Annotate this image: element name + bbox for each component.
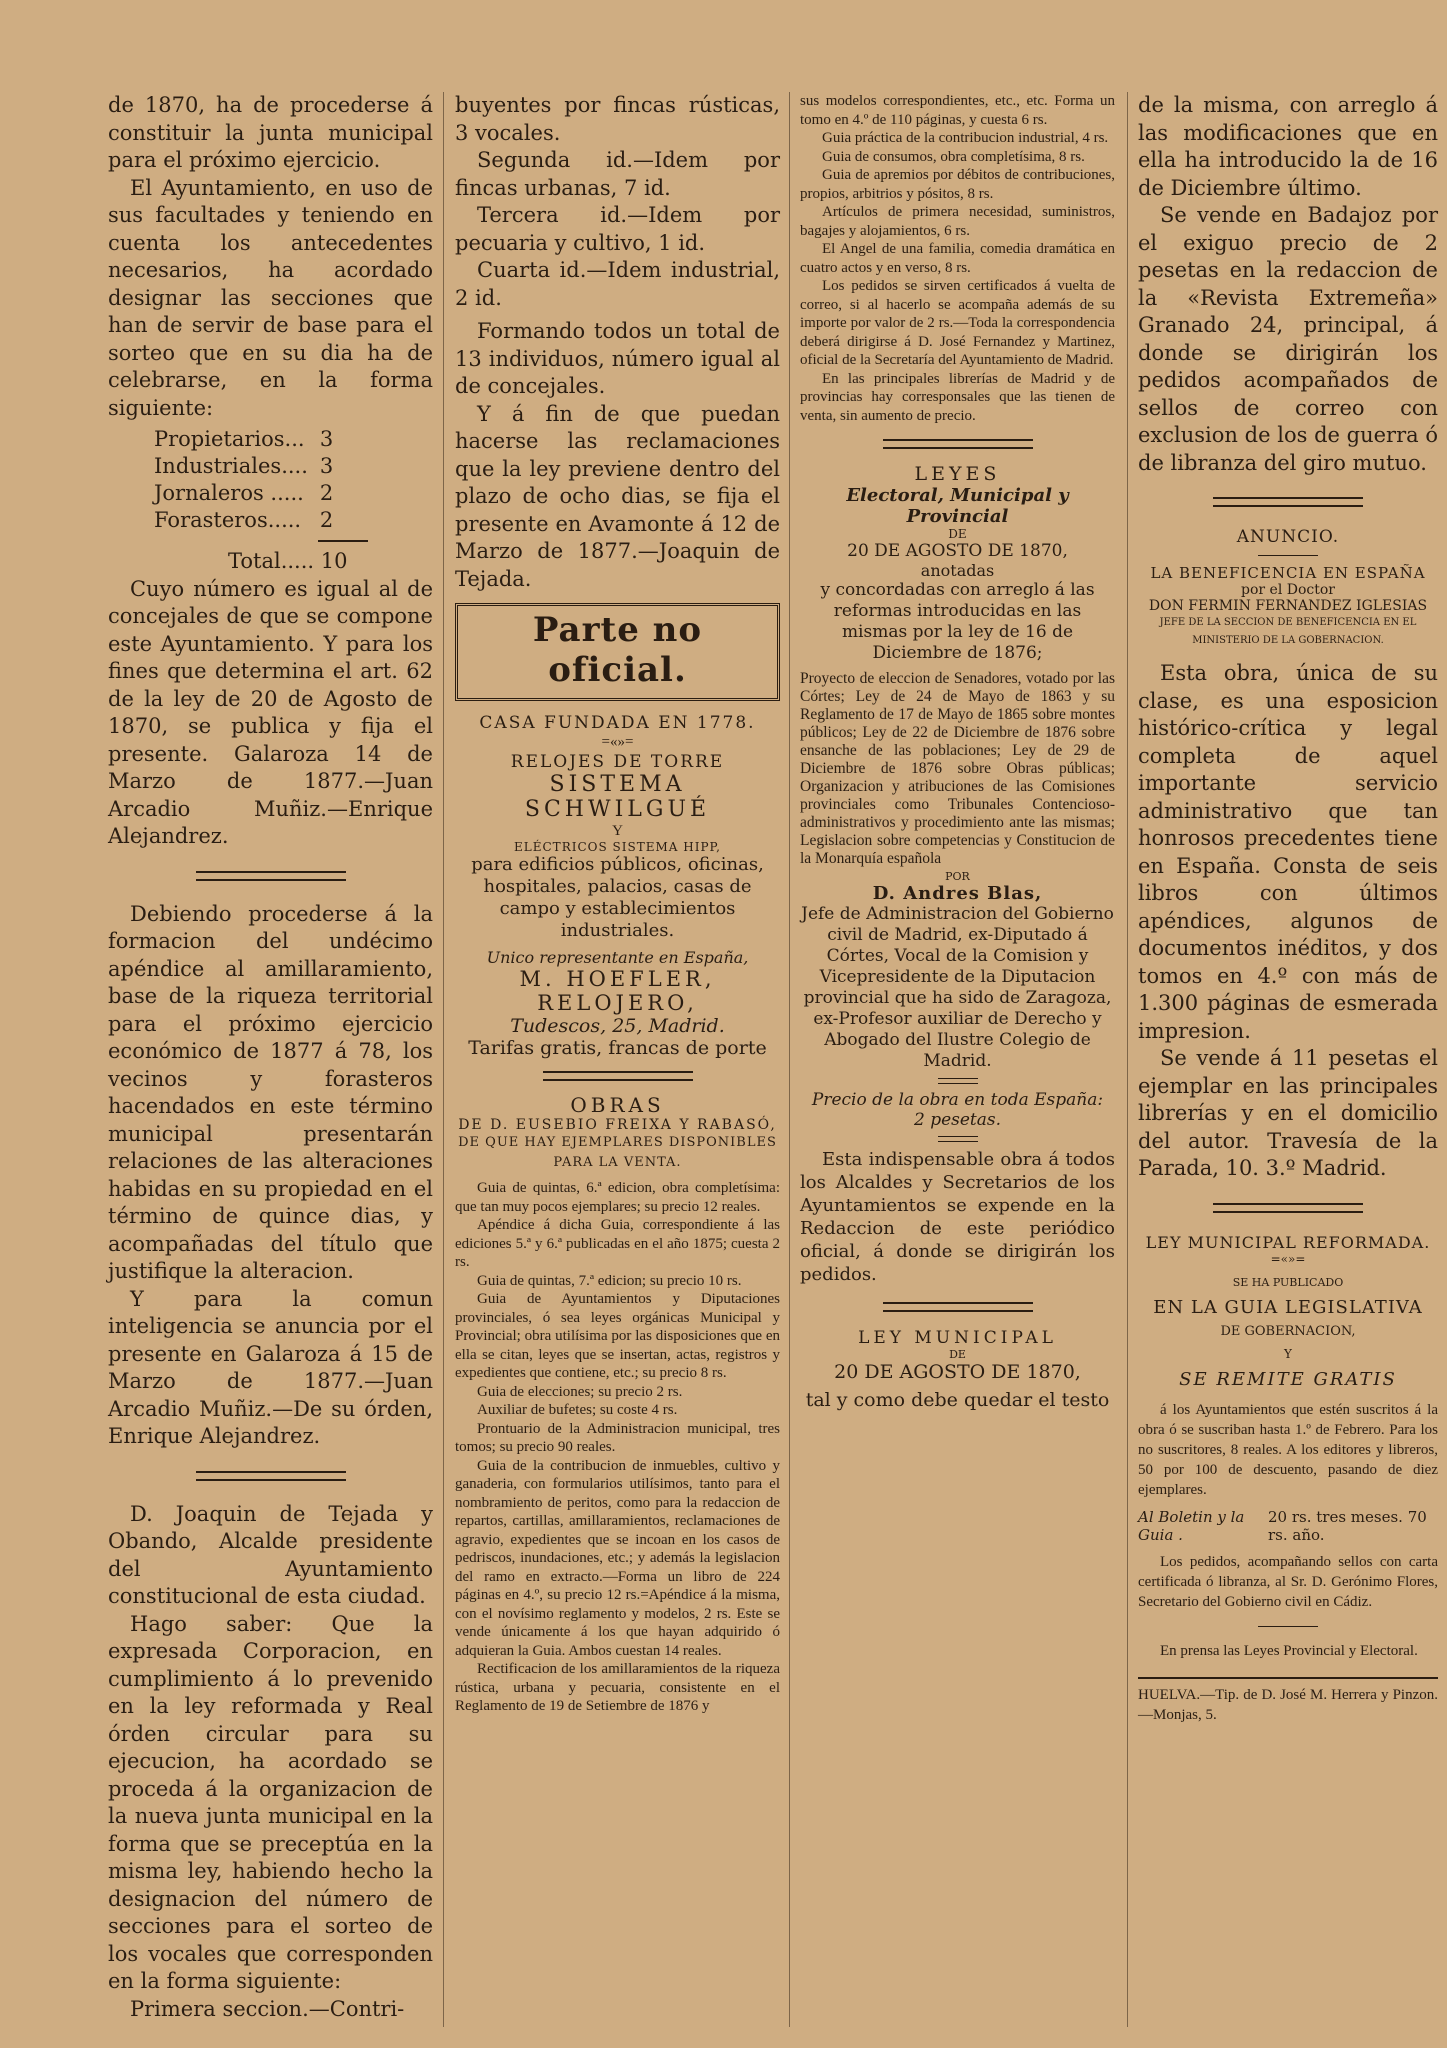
ad-body: para edificios públicos, oficinas, hospitales, palacios, casas de campo y establecimientos industriales.: [471, 854, 764, 941]
list-item: Guia de consumos, obra completísima, 8 rs.: [822, 148, 1085, 165]
subheading: LA BENEFICENCIA EN ESPAÑA: [1150, 564, 1426, 582]
paragraph: Hago saber: Que la expresada Corporacion, en cumplimiento á lo prevenido en la ley reformada y Real órden circular para su ejecucion, ha acordado se proceda á la organizacion de la nueva junta municipal en la forma que se preceptúa en la misma ley, habiendo hecho la designacion del número de secciones para el sorteo de los vocales que corresponden en la forma siguiente:: [108, 1611, 433, 1993]
divider: [196, 1471, 346, 1481]
subheading: DE GOBERNACION,: [1220, 1323, 1356, 1339]
ad-address: Tudescos, 25, Madrid.: [510, 1015, 725, 1037]
subheading: DE QUE HAY EJEMPLARES DISPONIBLES PARA LA VENTA.: [458, 1135, 777, 1170]
section-title: Parte no oficial.: [455, 603, 780, 701]
ornament: =«»=: [1270, 1251, 1306, 1266]
column-rule: [443, 92, 444, 2027]
total-rule: [318, 540, 368, 542]
paragraph: Esta obra, única de su clase, es una esposicion histórico-crítica y legal completa de aquel importante servicio administrativo que tan honrosos precedentes tiene en España. Consta de seis libros con últimos apéndices, algunos de documentos inéditos, y dos tomos en 4.º con más de 1.300 páginas de esmerada impresion.: [1138, 661, 1438, 1043]
ad-text: Y: [612, 822, 623, 839]
ad-text: Tarifas gratis, francas de porte: [468, 1037, 767, 1059]
list-item: Guia de quintas, 7.ª edicion; su precio 10 rs.: [477, 1272, 742, 1289]
value: 20 rs. tres meses. 70 rs. año.: [1268, 1507, 1427, 1544]
price: 2 pesetas.: [913, 1110, 1002, 1130]
column-4: [1138, 92, 1438, 1725]
paragraph: En prensa las Leyes Provincial y Electoral.: [1160, 1642, 1418, 1659]
table-row: Jornaleros ..... 2: [154, 481, 334, 505]
ad-heading: CASA FUNDADA EN 1778.: [479, 713, 756, 733]
date: 20 DE AGOSTO DE 1870,: [834, 1361, 1081, 1383]
sections-table: [148, 426, 339, 534]
divider: [883, 1302, 1033, 1312]
heading: EN LA GUIA LEGISLATIVA: [1153, 1296, 1423, 1318]
table-row: Propietarios... 3: [154, 427, 334, 451]
column-rule: [1127, 92, 1128, 2027]
divider: [938, 1078, 978, 1084]
list-item: Guia de elecciones; su precio 2 rs.: [477, 1383, 683, 1400]
paragraph: D. Joaquin de Tejada y Obando, Alcalde presidente del Ayuntamiento constitucional de esta ciudad.: [108, 1501, 433, 1608]
text: anotadas: [920, 561, 995, 580]
ad-heading: ELÉCTRICOS SISTEMA HIPP,: [514, 840, 721, 854]
column-rule: [789, 92, 790, 2027]
text: Y: [1284, 1346, 1292, 1361]
author-desc: Jefe de Administracion del Gobierno civil de Madrid, ex-Diputado á Córtes, Vocal de la Comision y Vicepresidente de la Diputacion provincial que ha sido de Zaragoza, ex-Profesor auxiliar de Derecho y Abogado del Ilustre Colegio de Madrid.: [801, 904, 1114, 1071]
paragraph: Se vende en Badajoz por el exiguo precio de 2 pesetas en la redaccion de la «Revista Extremeña» Granado 24, principal, á donde se dirigirán los pedidos acompañados de sellos de correo con exclusion de los de guerra ó de libranza del giro mutuo.: [1138, 203, 1438, 475]
list-item: Guia de apremios por débitos de contribuciones, propios, arbitrios y pósitos, 8 rs.: [800, 167, 1115, 202]
paragraph: Primera seccion.—Contri-: [130, 1996, 405, 2021]
divider: [1258, 1626, 1318, 1627]
table-row: Forasteros..... 2: [154, 508, 334, 532]
text: por el Doctor: [1241, 582, 1335, 598]
divider: [938, 1136, 978, 1142]
text: POR: [945, 870, 970, 883]
total: Total..... 10: [228, 549, 348, 573]
paragraph: Esta indispensable obra á todos los Alcaldes y Secretarios de los Ayuntamientos se expende en la Redaccion de este periódico oficial, á donde se dirigirán los pedidos.: [800, 1149, 1115, 1285]
column-1: [108, 92, 433, 2023]
heading: ANUNCIO.: [1236, 527, 1340, 547]
ornament: =«»=: [601, 734, 634, 750]
paragraph: Tercera id.—Idem por pecuaria y cultivo, 1 id.: [455, 203, 780, 255]
paragraph: á los Ayuntamientos que estén suscritos á la obra ó se suscriban hasta 1.º de Febrero. Para los no suscritores, 8 reales. A los editores y libreros, 50 por 100 de descuento, pasando de diez ejemplares.: [1138, 1401, 1438, 1498]
date: 20 DE AGOSTO DE 1870,: [847, 541, 1068, 561]
list-item: sus modelos correspondientes, etc., etc. Forma un tomo en 4.º de 110 páginas, y cuesta 6 rs.: [800, 93, 1115, 128]
paragraph: Los pedidos, acompañando sellos con carta certificada ó libranza, al Sr. D. Gerónimo Flores, Secretario del Gobierno civil en Cádiz.: [1138, 1553, 1438, 1610]
paragraph: Se vende á 11 pesetas el ejemplar en las principales librerías y en el domicilio del autor. Travesía de la Parada, 10. 3.º Madrid.: [1138, 1046, 1438, 1180]
author-desc: JEFE DE LA SECCION DE BENEFICENCIA EN EL MINISTERIO DE LA GOBERNACION.: [1159, 617, 1417, 646]
author: DON FERMIN FERNANDEZ IGLESIAS: [1148, 598, 1428, 614]
author: D. Andres Blas,: [872, 883, 1043, 904]
text: tal y como debe quedar el testo: [805, 1389, 1110, 1411]
subheading: DE D. EUSEBIO FREIXA Y RABASÓ,: [458, 1117, 777, 1133]
list-item: Los pedidos se sirven certificados á vuelta de correo, si al hacerlo se acompaña además de su importe por valor de 2 rs.—Toda la correspondencia deberá dirigirse á D. José Fernandez y Martinez, oficial de la Secretaría del Ayuntamiento de Madrid.: [800, 278, 1115, 368]
ad-heading: RELOJES DE TORRE: [510, 751, 725, 772]
paragraph: de 1870, ha de procederse á constituir la junta municipal para el próximo ejercicio.: [108, 93, 433, 172]
subheading: Electoral, Municipal y Provincial: [846, 485, 1069, 527]
list-item: El Angel de una familia, comedia dramática en cuatro actos y en verso, 8 rs.: [800, 241, 1115, 276]
paragraph: Cuyo número es igual al de concejales de que se compone este Ayuntamiento. Y para los fines que determina el art. 62 de la ley de 20 de Agosto de 1870, se publica y fija el presente. Galaroza 14 de Marzo de 1877.—Juan Arcadio Muñiz.—Enrique Alejandrez.: [108, 576, 433, 848]
paragraph: buyentes por fincas rústicas, 3 vocales.: [455, 93, 780, 145]
divider: [1258, 555, 1318, 556]
text: SE HA PUBLICADO: [1232, 1275, 1344, 1289]
list-item: Guia de la contribucion de inmuebles, cultivo y ganaderia, con formularios utilísimos, tanto para el nombramiento de peritos, como para la redaccion de repartos, cartillas, amillaramientos, reclamaciones de agravio, expedientes que se incoan en los casos de pedriscos, inundaciones, etc.; y además la legislacion del ramo en extracto.—Forma un libro de 224 páginas en 4.º, su precio 12 rs.=Apéndice á la misma, con el novísimo reglamento y modelos, 2 rs. Este se vende únicamente á los que hayan adquirido ó adquieran la Guia. Ambos cuestan 14 reales.: [455, 1457, 780, 1659]
heading: SE REMITE GRATIS: [1179, 1368, 1397, 1390]
paragraph: Y á fin de que puedan hacerse las reclamaciones que la ley previene dentro del plazo de ocho dias, se fija el presente en Avamonte á 12 de Marzo de 1877.—Joaquin de Tejada.: [455, 401, 780, 591]
list-item: Rectificacion de los amillaramientos de la riqueza rústica, urbana y pecuaria, consistente en el Reglamento de 19 de Setiembre de 1876 y: [455, 1661, 780, 1714]
list-item: Artículos de primera necesidad, suministros, bagajes y alojamientos, 6 rs.: [800, 204, 1115, 239]
label: Al Boletin y la Guia .: [1138, 1507, 1245, 1544]
imprint: HUELVA.—Tip. de D. José M. Herrera y Pinzon.—Monjas, 5.: [1138, 1686, 1438, 1723]
divider: [196, 871, 346, 881]
paragraph: Debiendo procederse á la formacion del undécimo apéndice al amillaramiento, base de la riqueza territorial para el próximo ejercicio económico de 1877 á 78, los vecinos y forasteros hacendados en este término municipal presentarán relaciones de las alteraciones habidas en su propiedad en el término de quince dias, y acompañadas del título que justifique la alteracion.: [108, 901, 433, 1283]
heading: LEYES: [914, 463, 1001, 485]
ad-text: Unico representante en España,: [486, 948, 749, 967]
ad-heading: SISTEMA SCHWILGUÉ: [524, 771, 711, 822]
paragraph: de la misma, con arreglo á las modificaciones que en ella ha introducido la de 16 de Diciembre último.: [1138, 93, 1438, 200]
heading: LEY MUNICIPAL REFORMADA.: [1145, 1232, 1431, 1252]
text: DE: [949, 1348, 966, 1361]
list-item: Guia práctica de la contribucion industrial, 4 rs.: [822, 130, 1109, 146]
text: Precio de la obra en toda España:: [811, 1090, 1104, 1110]
heading: LEY MUNICIPAL: [858, 1328, 1057, 1348]
list-item: Prontuario de la Administracion municipal, tres tomos; su precio 90 reales.: [455, 1420, 780, 1455]
list-item: Apéndice á dicha Guia, correspondiente á las ediciones 5.ª y 6.ª publicadas en el año 1875; cuesta 2 rs.: [455, 1217, 780, 1270]
list-item: Guia de quintas, 6.ª edicion, obra completísima: que tan muy pocos ejemplares; su precio 12 reales.: [455, 1180, 780, 1215]
divider: [883, 439, 1033, 449]
paragraph: Segunda id.—Idem por fincas urbanas, 7 id.: [455, 148, 780, 200]
table-row: Industriales.... 3: [154, 454, 334, 478]
divider: [1213, 1203, 1363, 1213]
ad-name: M. HOEFLER, RELOJERO,: [519, 967, 716, 1015]
paragraph: Cuarta id.—Idem industrial, 2 id.: [455, 258, 780, 310]
paragraph: Y para la comun inteligencia se anuncia por el presente en Galaroza á 15 de Marzo de 1877.—Juan Arcadio Muñiz.—De su órden, Enrique Alejandrez.: [108, 1286, 433, 1448]
column-2: [455, 92, 780, 1716]
list-item: En las principales librerías de Madrid y de provincias hay corresponsales que las tienen de venta, sin aumento de precio.: [800, 370, 1115, 424]
column-3: [800, 92, 1115, 1411]
prices-row: [1138, 1508, 1438, 1544]
heading: OBRAS: [570, 1093, 665, 1117]
text: DE: [948, 527, 967, 541]
paragraph: El Ayuntamiento, en uso de sus facultades y teniendo en cuenta los antecedentes necesarios, ha acordado designar las secciones que han de servir de base para el sorteo que en su dia ha de celebrarse, en la forma siguiente:: [108, 175, 433, 420]
divider: [1213, 497, 1363, 507]
divider: [543, 1071, 693, 1081]
paragraph: Formando todos un total de 13 individuos, número igual al de concejales.: [455, 319, 780, 398]
list-item: Guia de Ayuntamientos y Diputaciones provinciales, ó sea leyes orgánicas Municipal y Provincial; obra utilísima por las disposiciones que en ella se citan, leyes que se insertan, actas, registros y expedientes que contiene, etc.; su precio 8 rs.: [455, 1291, 780, 1381]
text: y concordadas con arreglo á las reformas introducidas en las mismas por la ley de 16 de Diciembre de 1876;: [820, 580, 1095, 663]
list-item: Auxiliar de bufetes; su coste 4 rs.: [477, 1402, 678, 1418]
paragraph: Proyecto de eleccion de Senadores, votado por las Córtes; Ley de 24 de Mayo de 1863 y su Reglamento de 17 de Mayo de 1865 sobre montes públicos; Ley de 22 de Diciembre de 1876 sobre ensanche de las poblaciones; Ley de 29 de Diciembre de 1876 sobre Obras públicas; Organizacion y atribuciones de las Comisiones provinciales como Tribunales Contencioso-administrativos y procedimiento ante las mismas; Legislacion sobre competencias y Constitucion de la Monarquía española: [800, 670, 1115, 867]
